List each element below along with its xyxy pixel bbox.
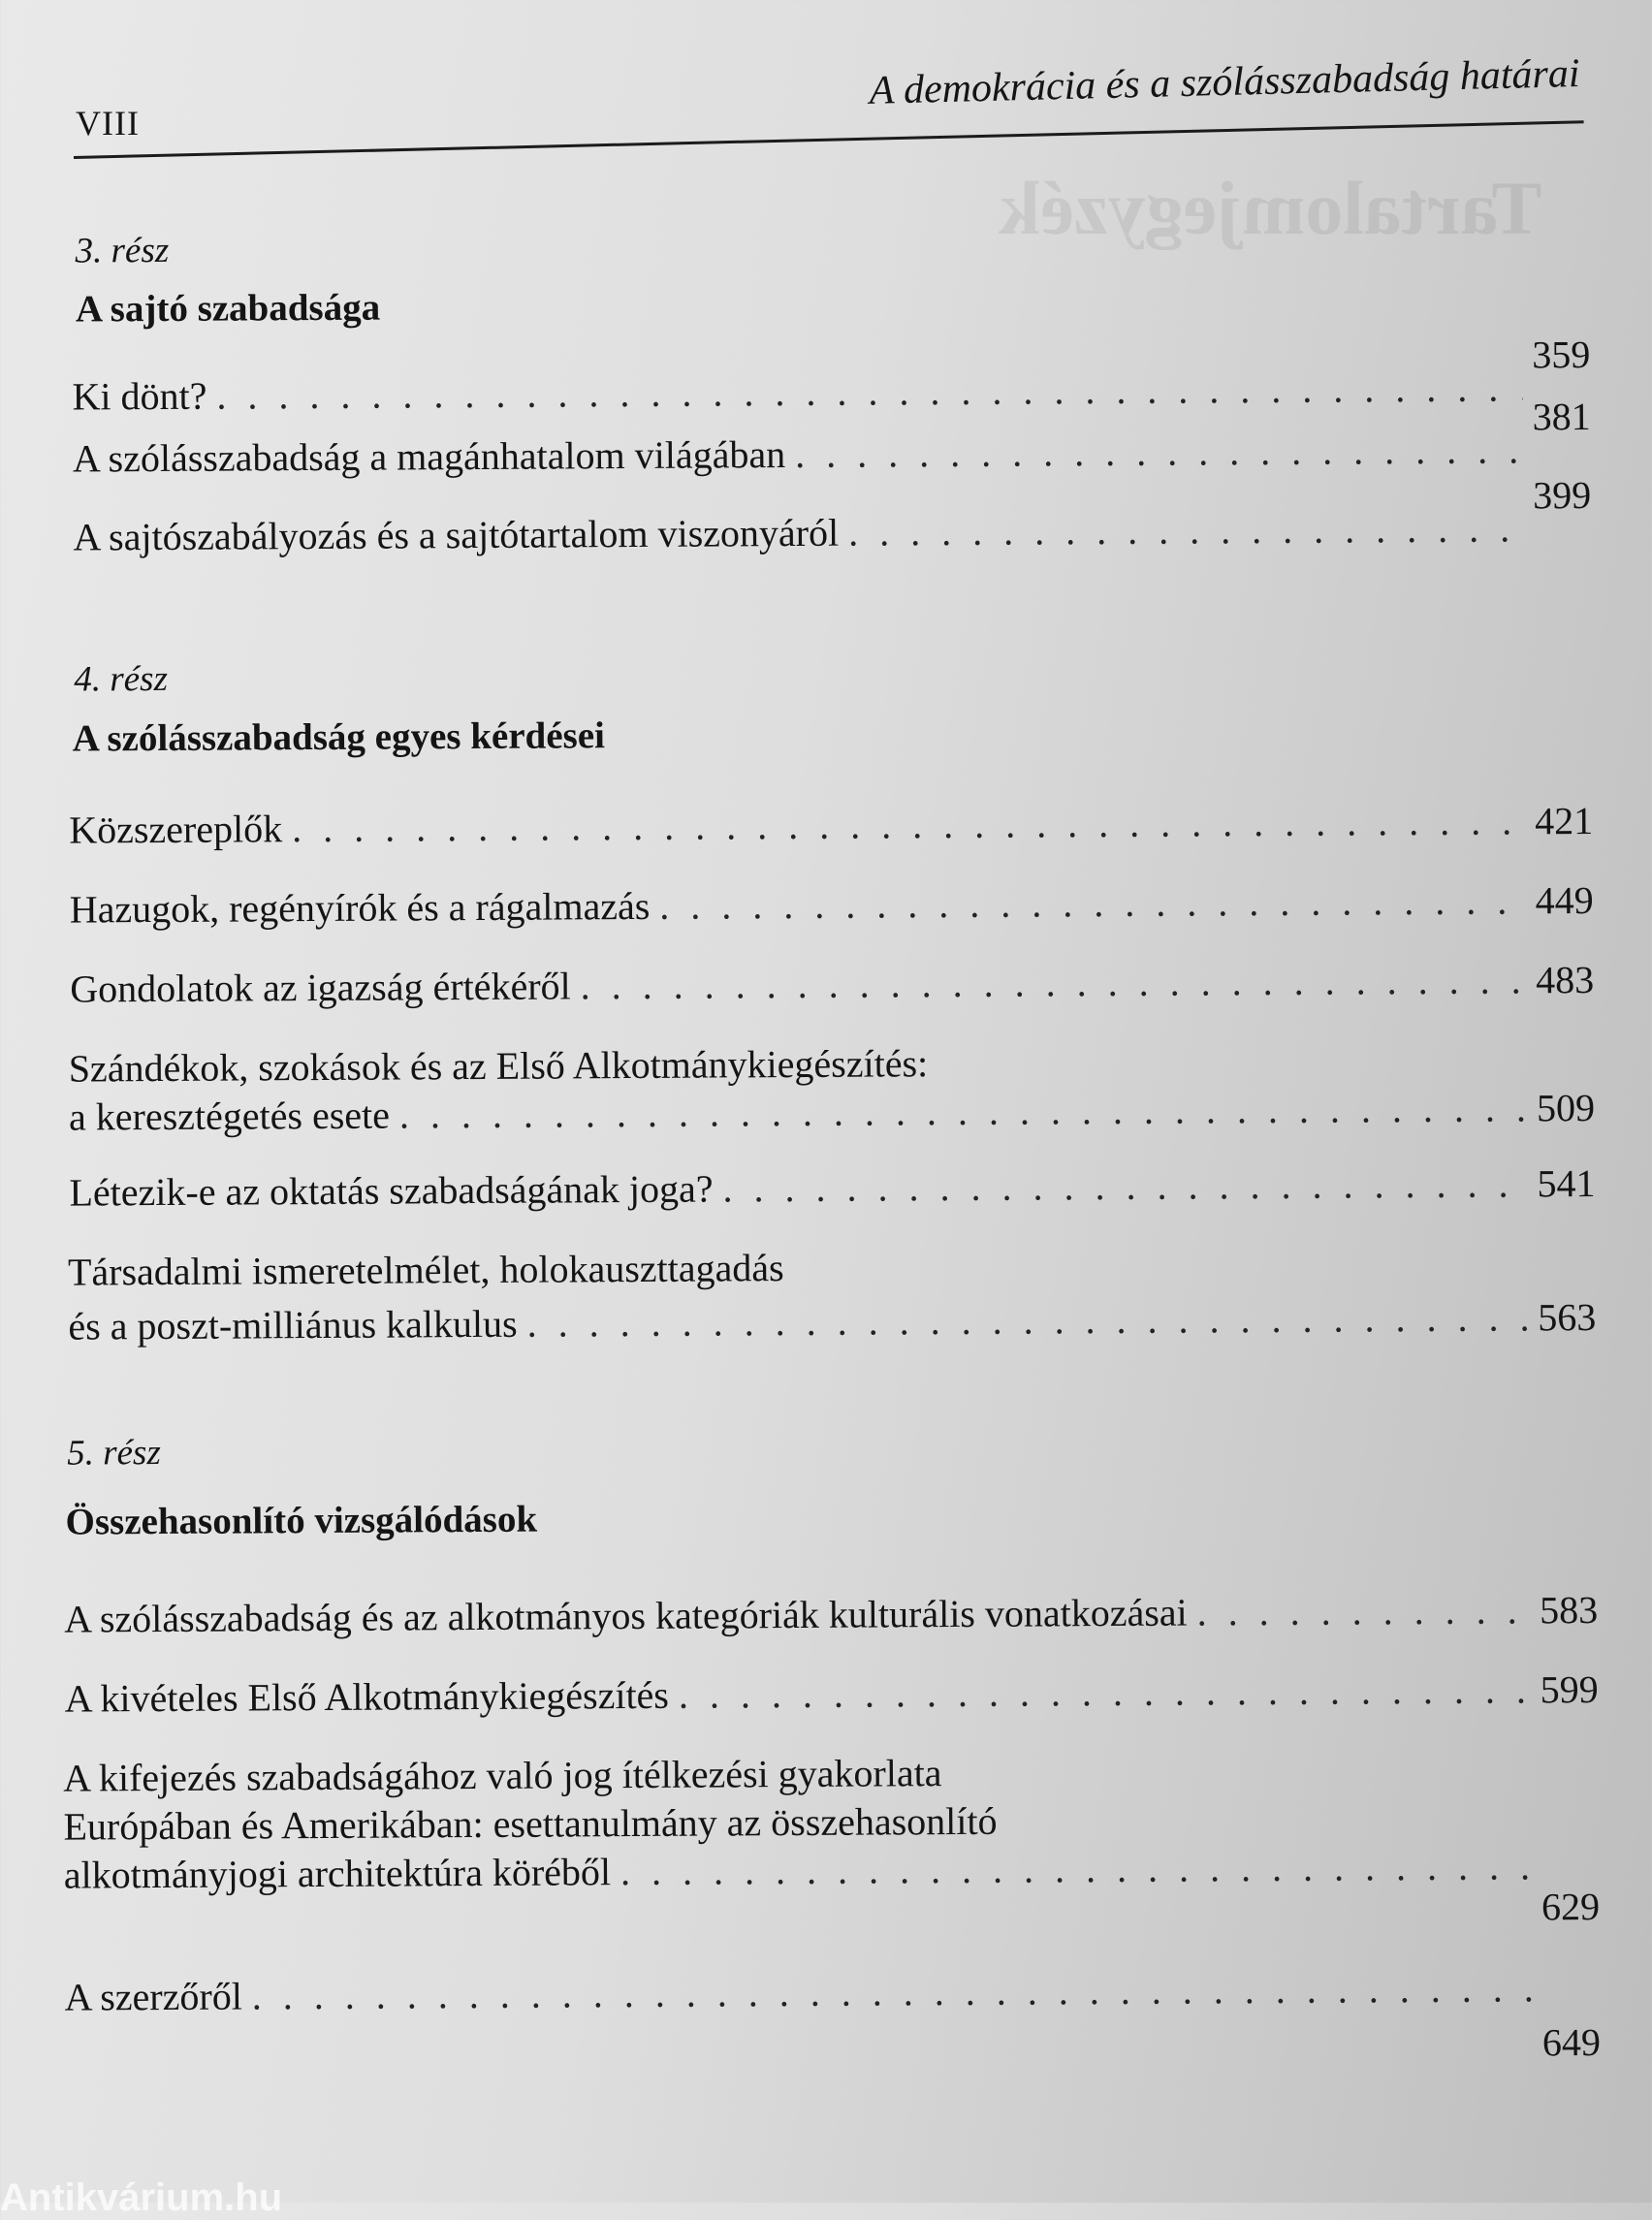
watermark: Antikvárium.hu: [0, 2176, 283, 2219]
dot-leader: [216, 364, 1522, 420]
toc-entry: [69, 797, 1593, 855]
entry-title: Szándékok, szokások és az Első Alkotmánykiegészítés:: [68, 1041, 929, 1091]
toc-entry: [65, 1665, 1599, 1724]
entry-title: és a poszt-milliánus kalkulus: [68, 1301, 518, 1348]
entry-title: Létezik-e az oktatás szabadságának joga?: [69, 1166, 714, 1215]
entry-page: 541: [1537, 1160, 1596, 1206]
toc-entry: [70, 956, 1594, 1014]
entry-title: Európában és Amerikában: esettanulmány az összehasonlító: [63, 1798, 998, 1849]
entry-page: 583: [1540, 1587, 1599, 1633]
toc-entry: [70, 876, 1594, 935]
dot-leader: [1197, 1586, 1531, 1636]
toc-entry: [69, 1159, 1595, 1218]
entry-title: A kifejezés szabadságához való jog ítélkezési gyakorlata: [63, 1751, 942, 1800]
dot-leader: [526, 1293, 1528, 1348]
running-title: A demokrácia és a szólásszabadság határai: [868, 51, 1580, 113]
entry-title: Ki dönt?: [72, 373, 207, 419]
toc-entry: [64, 1586, 1598, 1644]
entry-title: Hazugok, regényírók és a rágalmazás: [69, 883, 651, 932]
dot-leader: [252, 1964, 1533, 2020]
toc-entry: [68, 1239, 1597, 1351]
entry-title: alkotmányjogi architektúra köréből: [63, 1850, 612, 1897]
dot-leader: [679, 1665, 1531, 1719]
toc-entry: [73, 472, 1592, 562]
entry-page: 629: [1541, 1884, 1601, 1929]
entry-title: Közszereplők: [69, 807, 283, 852]
entry-page: 599: [1540, 1666, 1599, 1712]
entry-page: 359: [1532, 332, 1591, 377]
toc-entry: [72, 332, 1591, 422]
part-title: A sajtó szabadsága: [75, 286, 381, 331]
entry-title: A kivételes Első Alkotmánykiegészítés: [64, 1672, 670, 1721]
entry-page: 509: [1536, 1085, 1596, 1130]
part-label: 3. rész: [75, 230, 170, 271]
toc-entry: [63, 1745, 1601, 1929]
entry-title: A szólásszabadság és az alkotmányos kategóriák kulturális vonatkozásai: [64, 1590, 1188, 1641]
entry-title: A szólásszabadság a magánhatalom világában: [72, 432, 786, 481]
toc-entry: [69, 1035, 1596, 1142]
page-number: VIII: [76, 104, 140, 143]
entry-page: 649: [1541, 2019, 1602, 2065]
dot-leader: [620, 1842, 1532, 1896]
dot-leader: [292, 797, 1525, 853]
entry-title: A sajtószabályozás és a sajtótartalom viszonyáról: [73, 510, 840, 559]
dot-leader: [795, 426, 1523, 479]
bleed-through-heading: Tartalomjegyzék: [999, 166, 1542, 250]
entry-page: 563: [1538, 1294, 1597, 1340]
entry-page: 449: [1535, 877, 1594, 923]
part-label: 5. rész: [67, 1433, 161, 1474]
entry-title: Társadalmi ismeretelmélet, holokauszttagadás: [67, 1246, 784, 1294]
entry-title: a keresztégetés esete: [68, 1093, 391, 1139]
part-title: A szólásszabadság egyes kérdései: [72, 714, 606, 760]
entry-page: 381: [1532, 394, 1591, 439]
dot-leader: [581, 956, 1527, 1010]
entry-page: 399: [1533, 472, 1592, 518]
part-label: 4. rész: [74, 658, 169, 700]
dot-leader: [848, 504, 1524, 556]
dot-leader: [399, 1084, 1527, 1139]
entry-page: 421: [1535, 798, 1594, 843]
toc-entry: [64, 1964, 1602, 2065]
entry-title: A szerzőről: [64, 1974, 242, 2019]
entry-page: 483: [1536, 957, 1595, 1002]
part-title: Összehasonlító vizsgálódások: [65, 1498, 538, 1543]
dot-leader: [659, 876, 1526, 930]
entry-title: Gondolatok az igazság értékéről: [70, 964, 571, 1011]
dot-leader: [722, 1159, 1527, 1213]
